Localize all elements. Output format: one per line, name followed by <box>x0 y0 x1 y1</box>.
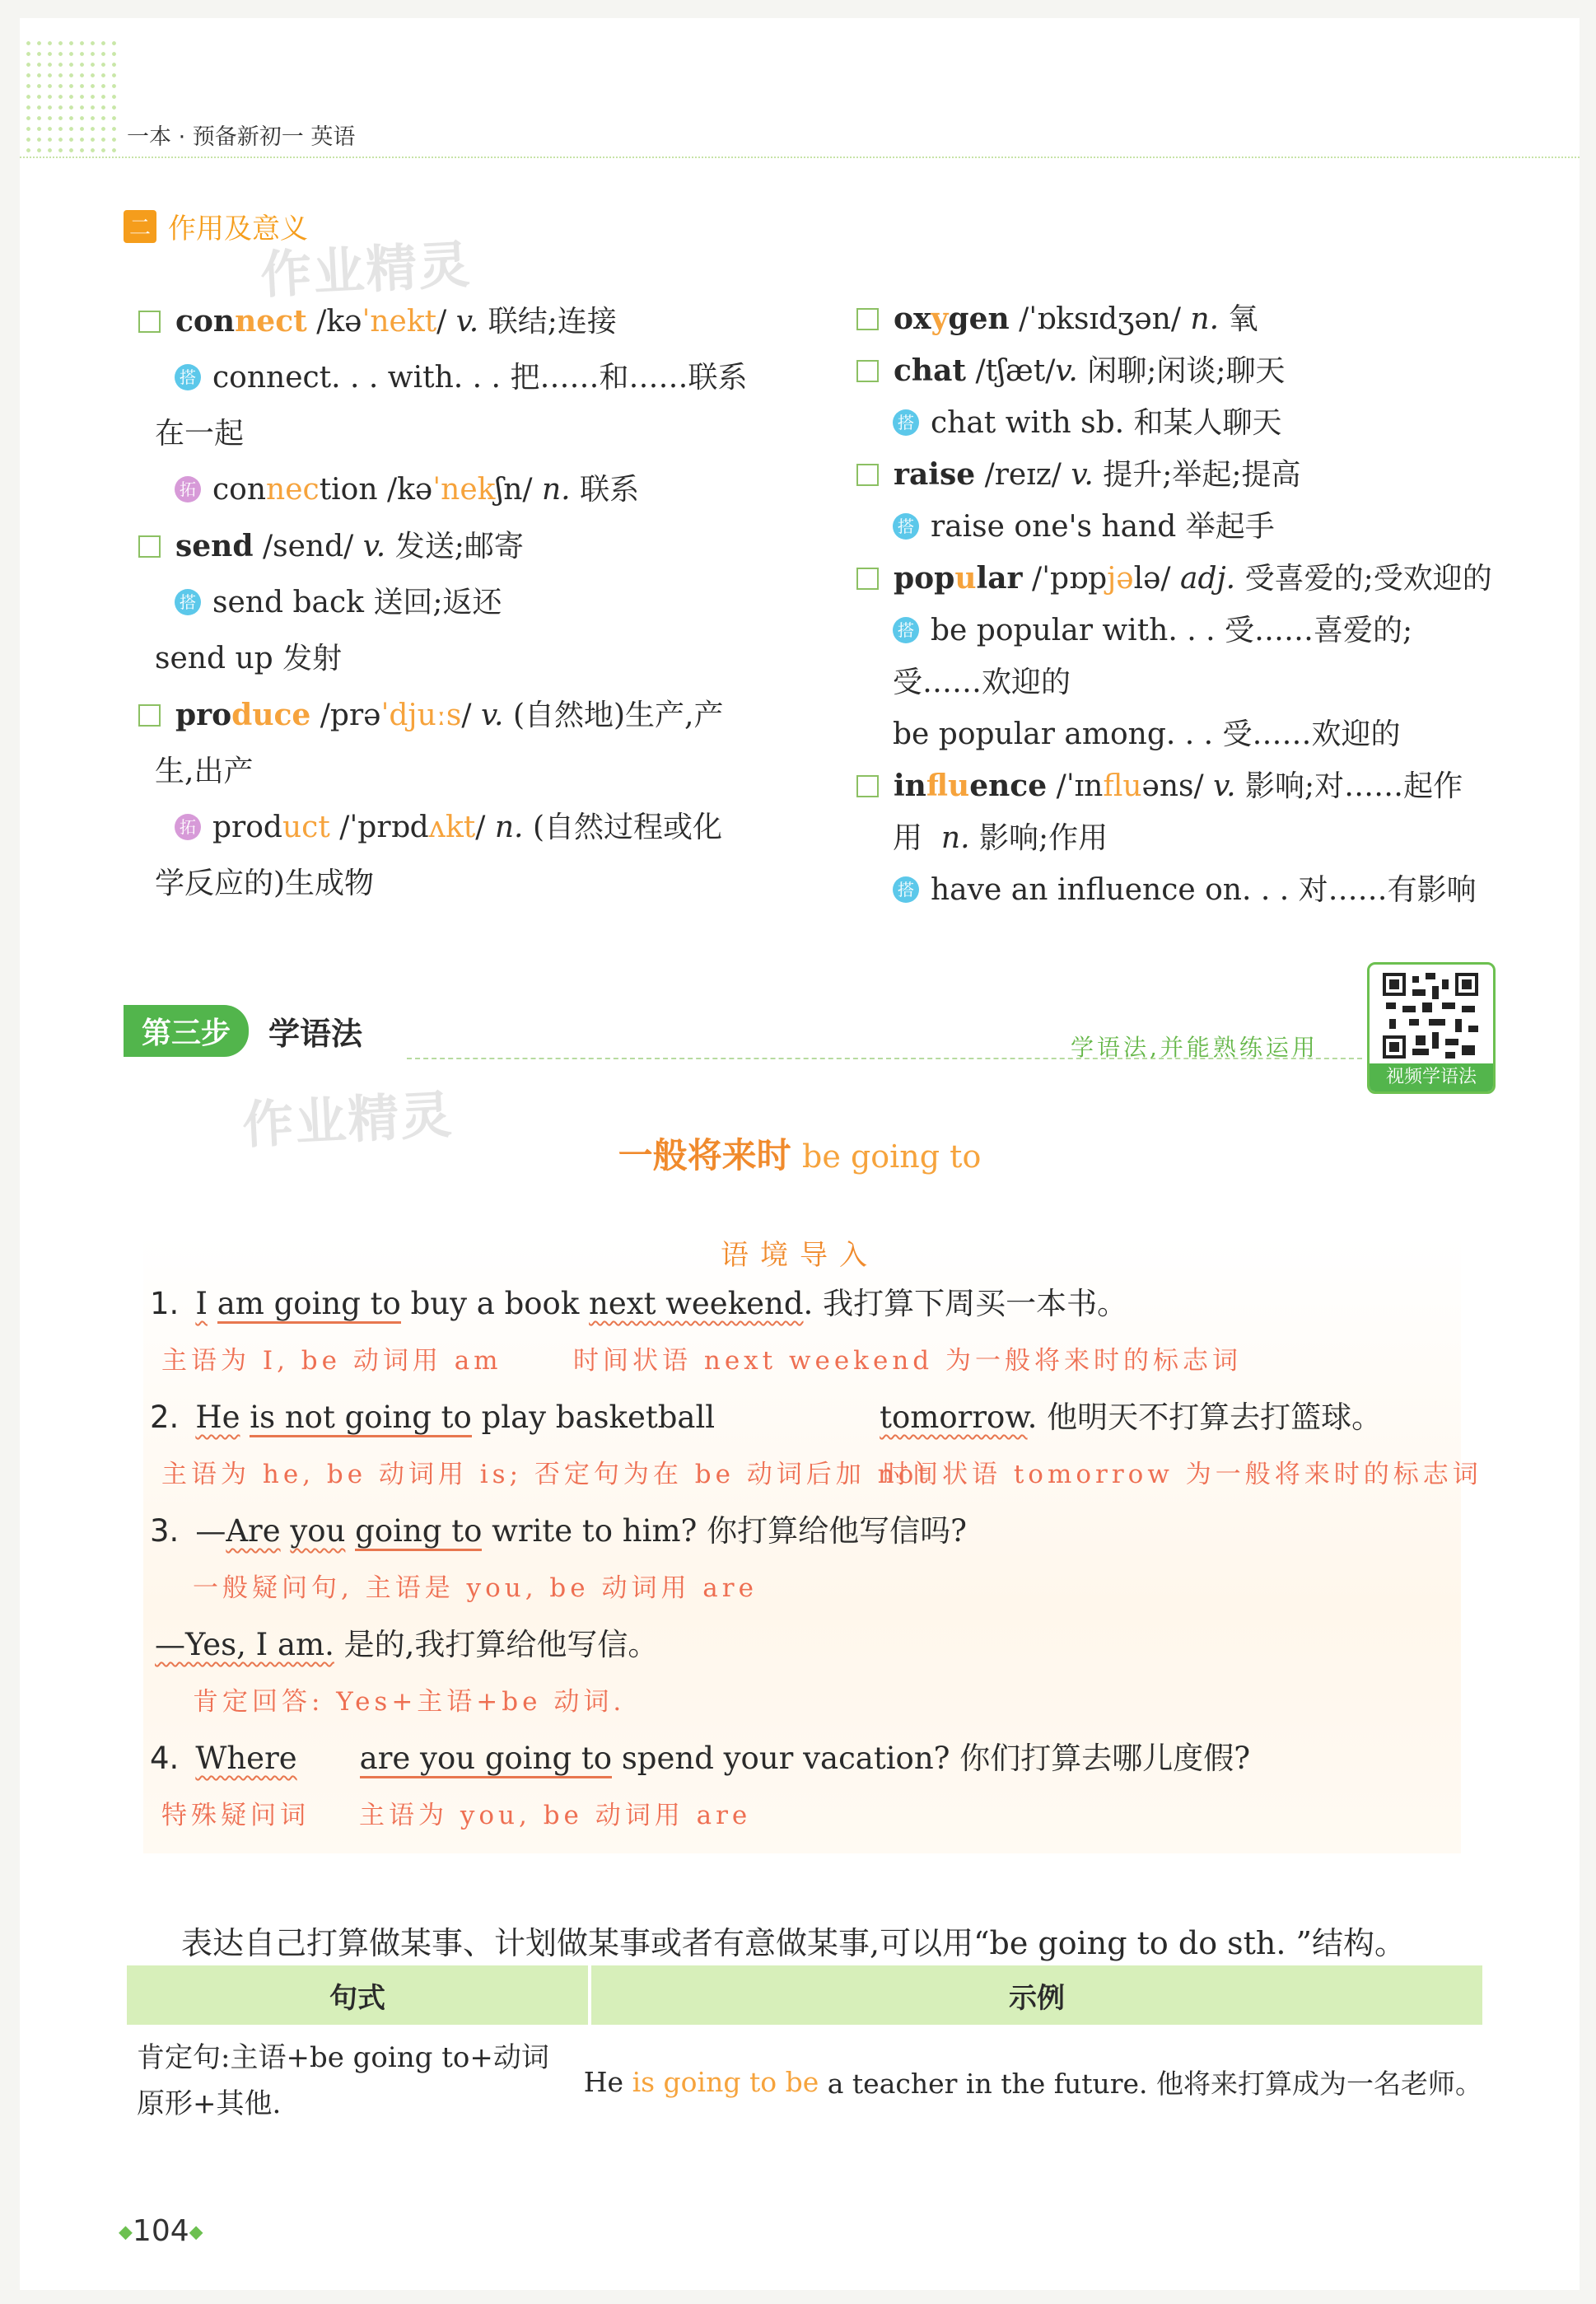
page-number: ◆104◆ <box>119 2214 203 2248</box>
entry-connection: 拓 connection /kəˈnekʃn/ n. 联系 <box>138 462 747 518</box>
checkbox[interactable] <box>856 568 879 590</box>
watermark-top: 作业精灵 <box>259 234 474 306</box>
example-2: 2. He is not going to play basketball tomorrow. 他明天不打算去打篮球。 <box>150 1392 1382 1437</box>
qr-code-card[interactable] <box>1367 962 1496 1094</box>
example-3-answer: —Yes, I am. 是的,我打算给他写信。 <box>155 1627 659 1662</box>
qr-label: 视频学语法 <box>1370 1063 1493 1091</box>
table-row <box>127 2025 1482 2127</box>
page <box>20 18 1580 2290</box>
section-title: 作用及意义 <box>168 213 308 245</box>
entry-connect: connect /kəˈnekt/ v. 联结;连接 <box>138 293 747 350</box>
note-1b: 时间状语 next weekend 为一般将来时的标志词 <box>573 1346 1242 1376</box>
running-header: 一本 · 预备新初一 英语 <box>127 124 356 150</box>
phrase-popular-among: be popular among. . . 受……欢迎的 <box>893 717 1401 751</box>
entry-produce: produce /prəˈdjuːs/ v. (自然地)生产,产 <box>138 687 747 744</box>
entry-product-cont: 学反应的)生成物 <box>155 867 375 900</box>
table-header-example: 示例 <box>1009 1981 1065 2015</box>
step-slogan: 学语法,并能熟练运用 <box>1071 1034 1318 1061</box>
entry-chat: chat /tʃæt/v. 闲聊;闲谈;聊天 <box>856 345 1492 397</box>
example-4: 4. Where are you going to spend your vacation? 你们打算去哪儿度假? <box>150 1733 1250 1778</box>
step3-heading <box>124 1005 362 1057</box>
page-dot-left-icon: ◆ <box>119 2222 133 2243</box>
dot-pattern-decoration <box>23 38 120 153</box>
phrase-connect-with: 搭 connect. . . with. . . 把……和……联系 <box>138 350 747 406</box>
note-2a: 主语为 he, be 动词用 is; 否定句为在 be 动词后加 not <box>161 1460 932 1489</box>
phrase-popular-with: 搭 be popular with. . . 受……喜爱的; <box>856 605 1492 657</box>
note-1a: 主语为 I, be 动词用 am <box>161 1346 502 1376</box>
extension-icon: 拓 <box>175 814 201 840</box>
collocation-icon: 搭 <box>893 513 919 540</box>
qr-code-icon <box>1383 973 1478 1059</box>
phrase-popular-with-cont: 受……欢迎的 <box>893 666 1071 699</box>
collocation-icon: 搭 <box>175 589 201 615</box>
note-3-answer: 肯定回答: Yes+主语+be 动词. <box>193 1687 626 1717</box>
table-header <box>127 1965 1482 2025</box>
checkbox[interactable] <box>138 311 161 333</box>
pattern-table <box>127 1965 1482 2127</box>
phrase-connect-with-cont: 在一起 <box>155 417 245 451</box>
note-4a: 特殊疑问词 <box>161 1801 310 1830</box>
vocab-column-left <box>138 293 747 912</box>
table-header-pattern: 句式 <box>127 1965 591 2025</box>
phrase-chat-with: 搭 chat with sb. 和某人聊天 <box>856 397 1492 449</box>
checkbox[interactable] <box>138 704 161 727</box>
collocation-icon: 搭 <box>175 364 201 390</box>
grammar-explanation: 表达自己打算做某事、计划做某事或者有意做某事,可以用“be going to do sth. ”结构。 <box>181 1925 1406 1961</box>
collocation-icon: 搭 <box>893 617 919 643</box>
entry-influence-cont: 用 n. 影响;作用 <box>893 821 1108 855</box>
checkbox[interactable] <box>856 360 879 382</box>
step-badge: 第三步 <box>124 1005 249 1057</box>
vocab-column-right <box>856 293 1492 916</box>
entry-influence: influence /ˈɪnfluəns/ v. 影响;对……起作 <box>856 760 1492 812</box>
entry-popular: popular /ˈpɒpjələ/ adj. 受喜爱的;受欢迎的 <box>856 553 1492 605</box>
entry-send: send /send/ v. 发送;邮寄 <box>138 518 747 575</box>
step-title: 学语法 <box>268 1016 363 1052</box>
example-1: 1. I am going to buy a book next weekend. 我打算下周买一本书。 <box>150 1278 1127 1323</box>
entry-oxygen: oxygen /ˈɒksɪdʒən/ n. 氧 <box>856 293 1492 345</box>
phrase-send-up: send up 发射 <box>155 642 343 675</box>
section-number-badge: 二 <box>124 210 156 243</box>
page-dot-right-icon: ◆ <box>189 2222 203 2243</box>
example-3: 3. —Are you going to write to him? 你打算给他写信吗? <box>150 1506 967 1550</box>
table-cell-pattern: 肯定句:主语+be going to+动词原形+其他. <box>137 2041 549 2120</box>
table-cell-example: He is going to be a teacher in the future. 他将来打算成为一名老师。 <box>583 2065 1482 2100</box>
phrase-send-back: 搭 send back 送回;返还 <box>138 575 747 631</box>
entry-product: 拓 product /ˈprɒdʌkt/ n. (自然过程或化 <box>138 800 747 856</box>
collocation-icon: 搭 <box>893 409 919 436</box>
checkbox[interactable] <box>856 308 879 330</box>
note-4b: 主语为 you, be 动词用 are <box>359 1801 752 1830</box>
header-divider <box>20 157 1580 158</box>
extension-icon: 拓 <box>175 476 201 502</box>
grammar-title: 一般将来时 be going to <box>618 1135 982 1175</box>
entry-raise: raise /reɪz/ v. 提升;举起;提高 <box>856 449 1492 501</box>
collocation-icon: 搭 <box>893 876 919 903</box>
context-intro-label: 语境导入 <box>721 1239 879 1272</box>
note-3: 一般疑问句, 主语是 you, be 动词用 are <box>193 1573 758 1603</box>
phrase-raise-hand: 搭 raise one's hand 举起手 <box>856 501 1492 553</box>
note-2b: 时间状语 tomorrow 为一般将来时的标志词 <box>883 1460 1482 1489</box>
checkbox[interactable] <box>138 535 161 558</box>
checkbox[interactable] <box>856 464 879 486</box>
entry-produce-cont: 生,出产 <box>155 755 254 788</box>
checkbox[interactable] <box>856 775 879 797</box>
watermark-middle: 作业精灵 <box>240 1084 455 1156</box>
phrase-influence-on: 搭 have an influence on. . . 对……有影响 <box>856 864 1492 916</box>
